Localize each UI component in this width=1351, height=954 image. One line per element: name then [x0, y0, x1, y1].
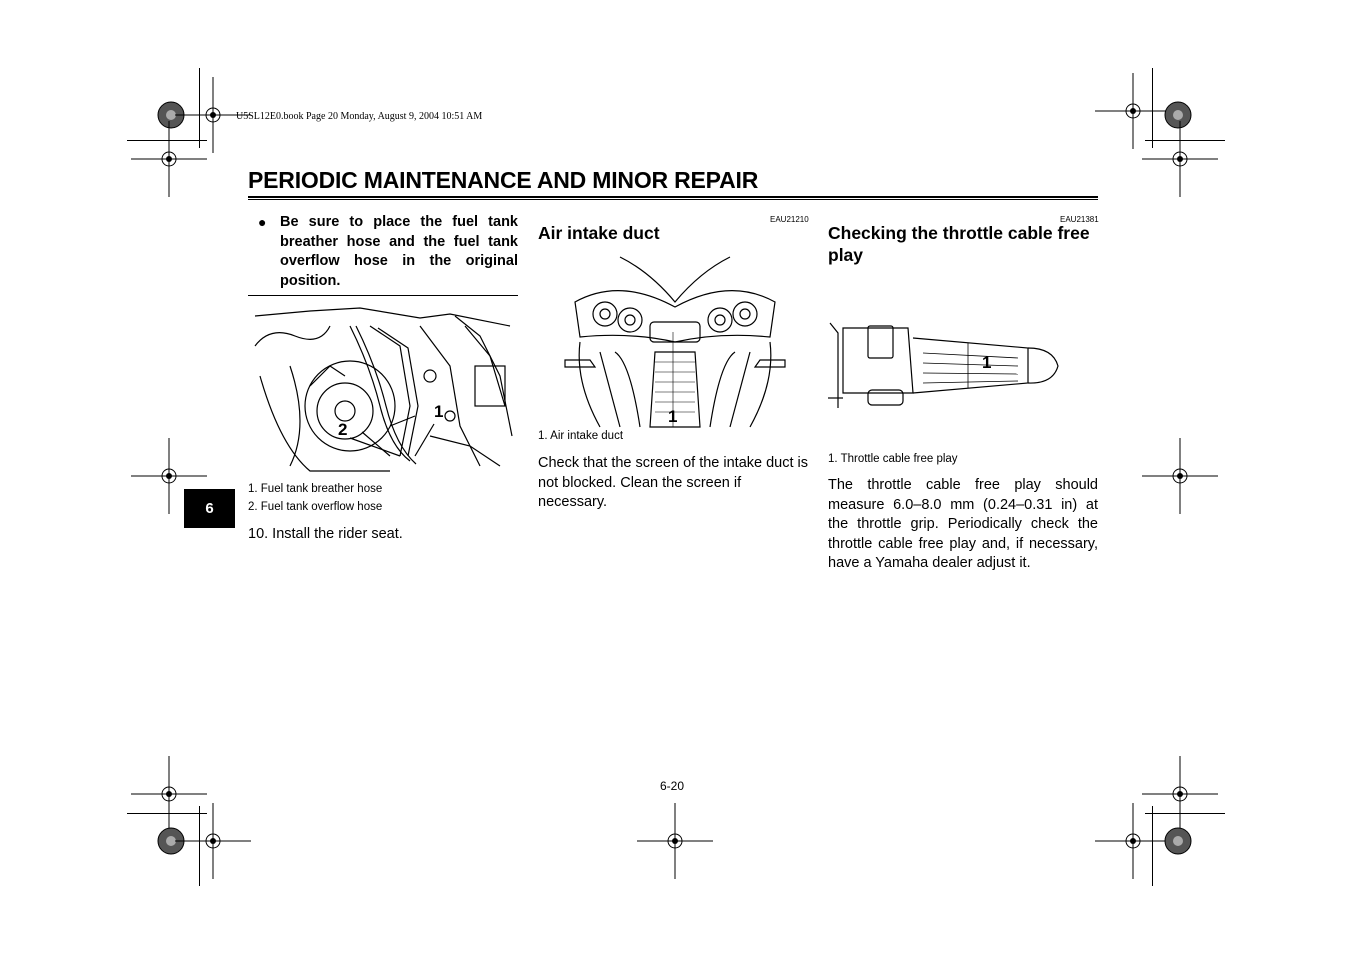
- page-number: 6-20: [660, 779, 685, 793]
- registration-target-icon: [1095, 803, 1171, 879]
- throttle-figure: [828, 318, 1068, 413]
- registration-target-icon: [1142, 756, 1218, 832]
- step-text: 10. Install the rider seat.: [248, 526, 403, 542]
- fuel-hose-captions: [248, 480, 518, 516]
- registration-target-icon: [1095, 73, 1171, 149]
- bullet-icon: ●: [258, 214, 267, 230]
- caution-note: [258, 213, 518, 291]
- book-info: U5SL12E0.book Page 20 Monday, August 9, 2004 10:51 AM: [236, 111, 483, 122]
- section-heading: Checking the throttle cable free play: [828, 223, 1090, 265]
- caution-text: Be sure to place the fuel tank breather hose and the fuel tank overflow hose in the original position.: [280, 214, 518, 289]
- title-rule-thin: [248, 199, 1098, 200]
- fuel-hose-figure: [250, 306, 518, 478]
- body-text: Check that the screen of the intake duct is not blocked. Clean the screen if necessary.: [538, 455, 809, 510]
- registration-target-icon: [131, 121, 207, 197]
- figure-callout-1: 1: [434, 402, 444, 421]
- body-text: The throttle cable free play should measure 6.0–8.0 mm (0.24–0.31 in) at the throttle grip. Periodically check the throttle cable free play and, if necessary, have a Yamaha dealer adjust it.: [828, 477, 1098, 571]
- registration-target-icon: [1142, 438, 1218, 514]
- figure-caption: 1. Air intake duct: [538, 430, 624, 442]
- section-heading: Air intake duct: [538, 223, 660, 243]
- registration-target-icon: [637, 803, 713, 879]
- title-rule: [248, 196, 1098, 198]
- color-target-icon: [1165, 102, 1191, 128]
- section-code: EAU21210: [770, 215, 809, 224]
- chapter-tab: 6: [184, 489, 235, 528]
- color-target-icon: [1165, 828, 1191, 854]
- caption-2: 2. Fuel tank overflow hose: [248, 501, 383, 513]
- air-intake-figure: [560, 252, 790, 428]
- registration-target-icon: [175, 803, 251, 879]
- figure-callout-2: 2: [338, 420, 348, 439]
- section-code: EAU21381: [1060, 215, 1099, 224]
- figure-caption: 1. Throttle cable free play: [828, 453, 958, 465]
- page-title: PERIODIC MAINTENANCE AND MINOR REPAIR: [248, 167, 759, 193]
- figure-callout-1: 1: [982, 353, 992, 372]
- registration-target-icon: [1142, 121, 1218, 197]
- caption-1: 1. Fuel tank breather hose: [248, 483, 383, 495]
- registration-target-icon: [131, 756, 207, 832]
- figure-callout-1: 1: [668, 407, 678, 426]
- note-divider: [248, 295, 518, 296]
